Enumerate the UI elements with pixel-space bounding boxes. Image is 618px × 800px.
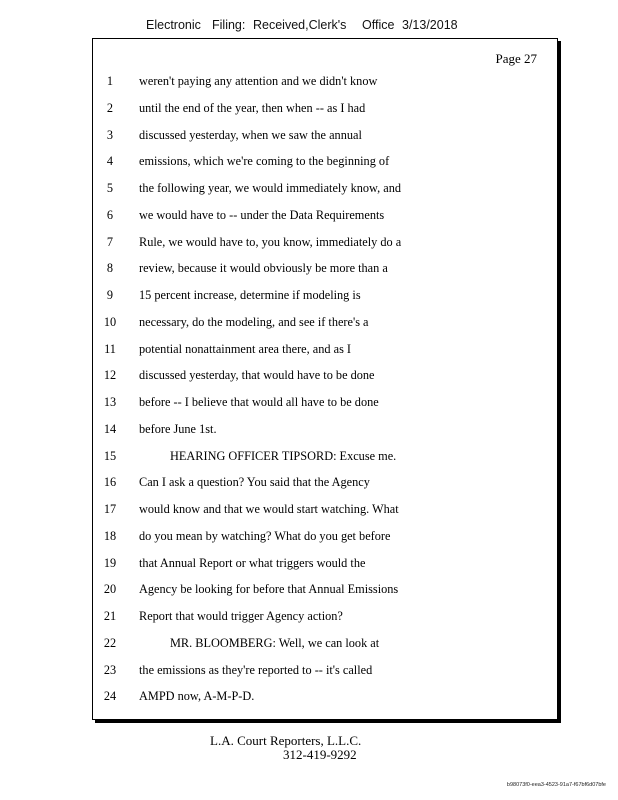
line-text: emissions, which we're coming to the beginning of bbox=[139, 154, 390, 169]
transcript-line bbox=[93, 686, 557, 706]
line-text: Report that would trigger Agency action? bbox=[139, 609, 343, 623]
line-number: 18 bbox=[103, 528, 117, 543]
line-number: 20 bbox=[103, 582, 117, 597]
transcript-line bbox=[93, 258, 557, 278]
transcript-line bbox=[93, 71, 557, 91]
transcript-line bbox=[93, 98, 557, 118]
line-number: 1 bbox=[106, 74, 114, 88]
transcript-line bbox=[93, 606, 557, 626]
line-text: potential nonattainment area there, and as I bbox=[139, 341, 352, 356]
line-text: weren't paying any attention and we didn't know bbox=[139, 74, 378, 88]
line-text: 15 percent increase, determine if modeling is bbox=[139, 288, 361, 302]
line-number: 9 bbox=[106, 288, 114, 302]
line-text: discussed yesterday, that would have to be done bbox=[139, 368, 375, 383]
line-text: discussed yesterday, when we saw the annual bbox=[139, 127, 362, 142]
transcript-line bbox=[93, 365, 557, 385]
line-number: 3 bbox=[106, 127, 114, 142]
transcript-line bbox=[93, 499, 557, 519]
line-number: 16 bbox=[103, 475, 117, 490]
filing-stamp-word-electronic: Electronic bbox=[146, 18, 201, 32]
line-text: AMPD now, A-M-P-D. bbox=[139, 689, 255, 704]
transcript-line bbox=[93, 312, 557, 332]
line-number: 23 bbox=[103, 662, 117, 677]
line-text: HEARING OFFICER TIPSORD: Excuse me. bbox=[170, 448, 397, 463]
line-text: the following year, we would immediately know, and bbox=[139, 181, 402, 195]
line-text: the emissions as they're reported to -- it's called bbox=[139, 662, 373, 677]
document-hash: b98073f0-eea3-4523-91a7-f67bf6d07bfe bbox=[506, 782, 606, 788]
line-number: 24 bbox=[103, 689, 117, 704]
footer-company: L.A. Court Reporters, L.L.C. bbox=[210, 733, 362, 748]
transcript-line bbox=[93, 446, 557, 466]
line-text: Rule, we would have to, you know, immediately do a bbox=[139, 234, 402, 249]
line-number: 15 bbox=[103, 448, 117, 463]
line-number: 11 bbox=[104, 341, 116, 356]
line-text: until the end of the year, then when -- as I had bbox=[139, 100, 366, 115]
transcript-page bbox=[92, 38, 558, 720]
transcript-line bbox=[93, 205, 557, 225]
transcript-line bbox=[93, 419, 557, 439]
transcript-line bbox=[93, 660, 557, 680]
line-number: 5 bbox=[106, 181, 114, 195]
line-text: before June 1st. bbox=[139, 421, 217, 436]
line-number: 12 bbox=[103, 368, 117, 383]
page-number: Page 27 bbox=[495, 51, 537, 66]
line-number: 4 bbox=[106, 154, 114, 169]
footer-phone: 312-419-9292 bbox=[283, 747, 357, 762]
transcript-line bbox=[93, 285, 557, 305]
line-number: 8 bbox=[106, 261, 114, 276]
line-text: necessary, do the modeling, and see if there's a bbox=[139, 314, 369, 329]
line-number: 2 bbox=[106, 100, 114, 115]
line-number: 19 bbox=[103, 555, 117, 570]
line-text: that Annual Report or what triggers would the bbox=[139, 555, 366, 570]
transcript-line bbox=[93, 472, 557, 492]
line-number: 6 bbox=[106, 207, 114, 222]
transcript-line bbox=[93, 232, 557, 252]
line-text: we would have to -- under the Data Requirements bbox=[139, 207, 385, 222]
line-number: 22 bbox=[103, 635, 117, 650]
transcript-line bbox=[93, 553, 557, 573]
filing-stamp-header bbox=[0, 18, 618, 38]
transcript-line bbox=[93, 526, 557, 546]
transcript-line bbox=[93, 178, 557, 198]
line-text: Can I ask a question? You said that the Agency bbox=[139, 475, 370, 490]
transcript-line bbox=[93, 151, 557, 171]
line-text: do you mean by watching? What do you get before bbox=[139, 528, 391, 543]
line-text: would know and that we would start watching. What bbox=[139, 502, 399, 516]
line-number: 7 bbox=[106, 234, 114, 249]
line-text: Agency be looking for before that Annual Emissions bbox=[139, 582, 399, 597]
line-number: 10 bbox=[103, 314, 117, 329]
transcript-line bbox=[93, 579, 557, 599]
filing-stamp-word-filing: Filing: bbox=[212, 18, 246, 32]
transcript-line bbox=[93, 633, 557, 653]
filing-stamp-word-received: Received,Clerk's bbox=[253, 18, 347, 32]
filing-stamp-word-office: Office bbox=[362, 18, 395, 32]
filing-stamp-date: 3/13/2018 bbox=[402, 18, 458, 32]
transcript-line bbox=[93, 125, 557, 145]
transcript-line bbox=[93, 339, 557, 359]
line-text: MR. BLOOMBERG: Well, we can look at bbox=[170, 635, 380, 650]
line-number: 21 bbox=[103, 609, 117, 623]
line-number: 17 bbox=[103, 502, 117, 516]
line-number: 13 bbox=[103, 395, 117, 409]
line-text: review, because it would obviously be more than a bbox=[139, 261, 388, 276]
line-text: before -- I believe that would all have to be done bbox=[139, 395, 379, 409]
transcript-line bbox=[93, 392, 557, 412]
line-number: 14 bbox=[103, 421, 117, 436]
